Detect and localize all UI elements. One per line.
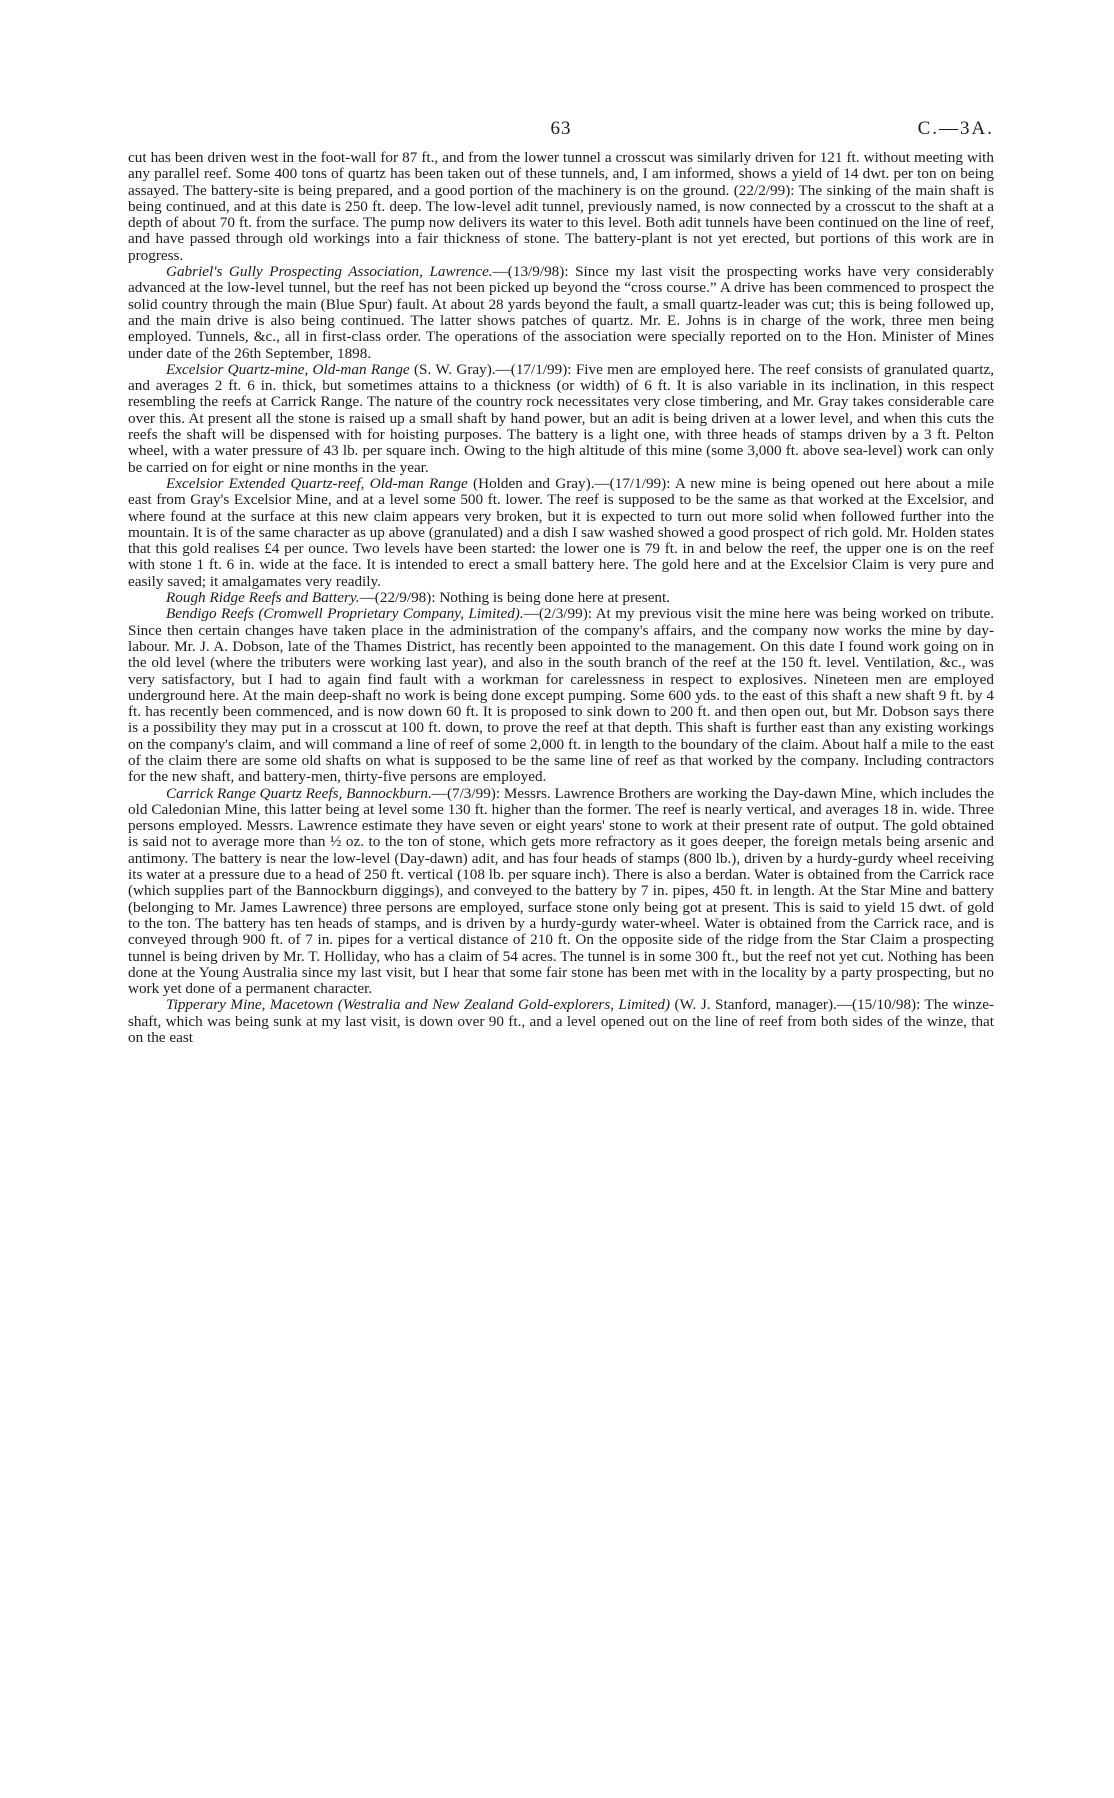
paragraph-rough-ridge <box>128 590 994 606</box>
paragraph-heading: Rough Ridge Reefs and Battery. <box>166 589 360 607</box>
page-number: 63 <box>550 118 572 139</box>
paragraph-text: —(22/9/98): Nothing is being done here at present. <box>359 589 671 607</box>
page-header <box>128 118 994 144</box>
paragraph-heading: Tipperary Mine, Macetown (Westralia and New Zealand Gold-explorers, Limited) <box>166 996 671 1014</box>
paragraph-continuation <box>128 150 994 264</box>
paragraph-heading: Carrick Range Quartz Reefs, Bannockburn. <box>166 784 432 802</box>
paragraph-tipperary-mine <box>128 997 994 1046</box>
paragraph-heading: Excelsior Extended Quartz-reef, Old-man Range <box>166 474 468 492</box>
paragraph-bendigo-reefs <box>128 606 994 785</box>
paragraph-heading: Gabriel's Gully Prospecting Association, Lawrence. <box>166 263 493 281</box>
paragraph-heading: Bendigo Reefs (Cromwell Proprietary Company, Limited). <box>166 605 524 623</box>
paragraph-text: (S. W. Gray).—(17/1/99): Five men are employed here. The reef consists of granulated quartz, and averages 2 ft. 6 in. thick, but sometimes attains to a thickness (or width) of 6 ft. It is also variable in its inclination, in this respect resembling the reefs at Carrick Range. The nature of the country rock necessitates very close timbering, and Mr. Gray takes considerable care over this. At present all the stone is raised up a small shaft by hand power, but an adit is being driven at a lower level, and when this cuts the reefs the shaft will be dispensed with for hoisting purposes. The battery is a light one, with three heads of stamps driven by a 3 ft. Pelton wheel, with a water pressure of 43 lb. per square inch. Owing to the high altitude of this mine (some 3,000 ft. above sea-level) work can only be carried on for eight or nine months in the year. <box>128 360 994 476</box>
paragraph-excelsior-quartz-mine <box>128 362 994 476</box>
paragraph-heading: Excelsior Quartz-mine, Old-man Range <box>166 360 410 378</box>
paragraph-text: (Holden and Gray).—(17/1/99): A new mine is being opened out here about a mile east from Gray's Excelsior Mine, and at a level some 500 ft. lower. The reef is supposed to be the same as that worked at the Excelsior, and where found at the surface at this new claim appears very broken, but it is expected to turn out more solid when followed further into the mountain. It is of the same character as up above (granulated) and a dish I saw washed showed a good prospect of rich gold. Mr. Holden states that this gold realises £4 per ounce. Two levels have been started: the lower one is 79 ft. in and below the reef, the upper one is on the reef with stone 1 ft. 6 in. wide at the face. It is intended to erect a small battery here. The gold here and at the Excelsior Claim is very pure and easily saved; it amalgamates very readily. <box>128 474 995 590</box>
paragraph-text: —(2/3/99): At my previous visit the mine here was being worked on tribute. Since then certain changes have taken place in the administration of the company's affairs, and the company now works the mine by day-labour. Mr. J. A. Dobson, late of the Thames District, has recently been appointed to the management. On this date I found work going on in the old level (where the tributers were working last year), and also in the south branch of the reef at the 150 ft. level. Ventilation, &c., was very satisfactory, but I had to again find fault with a workman for carelessness in respect to explosives. Nineteen men are employed underground here. At the main deep-shaft no work is being done except pumping. Some 600 yds. to the east of this shaft a new shaft 9 ft. by 4 ft. has recently been commenced, and is now down 60 ft. It is proposed to sink down to 200 ft. and then open out, but Mr. Dobson says there is a possibility they may put in a crosscut at 100 ft. down, to prove the reef at that depth. This shaft is further east than any existing workings on the company's claim, and will command a line of reef of some 2,000 ft. in length to the boundary of the claim. About half a mile to the east of the claim there are some old shafts on what is supposed to be the same line of reef as that worked by the company. Including contractors for the new shaft, and battery-men, thirty-five persons are employed. <box>128 605 994 786</box>
paragraph-excelsior-extended <box>128 476 994 590</box>
paragraph-text: —(13/9/98): Since my last visit the prospecting works have very considerably advanced at the low-level tunnel, but the reef has not been picked up beyond the “cross course.” A drive has been commenced to prospect the solid country through the main (Blue Spur) fault. At about 28 yards beyond the fault, a small quartz-leader was cut; this is being followed up, and the main drive is also being continued. The latter shows patches of quartz. Mr. E. Johns is in charge of the work, three men being employed. Tunnels, &c., all in first-class order. The operations of the association were specially reported on to the Hon. Minister of Mines under date of the 26th September, 1898. <box>128 263 994 362</box>
document-body <box>128 150 994 1046</box>
paragraph-text: cut has been driven west in the foot-wall for 87 ft., and from the lower tunnel a crosscut was similarly driven for 121 ft. without meeting with any parallel reef. Some 400 tons of quartz has been taken out of these tunnels, and, I am informed, shows a yield of 14 dwt. per ton on being assayed. The battery-site is being prepared, and a good portion of the machinery is on the ground. (22/2/99): The sinking of the main shaft is being continued, and at this date is 250 ft. deep. The low-level adit tunnel, previously named, is now connected by a crosscut to the shaft at a depth of about 70 ft. from the surface. The pump now delivers its water to this level. Both adit tunnels have been continued on the line of reef, and have passed through old workings into a fair thickness of stone. The battery-plant is not yet erected, but portions of this work are in progress. <box>128 149 994 264</box>
paragraph-gabriels-gully <box>128 264 994 362</box>
paragraph-carrick-range <box>128 786 994 998</box>
paragraph-text: —(7/3/99): Messrs. Lawrence Brothers are working the Day-dawn Mine, which includes the old Caledonian Mine, this latter being at level some 130 ft. higher than the former. The reef is nearly vertical, and averages 18 in. wide. Three persons employed. Messrs. Lawrence estimate they have seven or eight years' stone to work at their present rate of output. The gold obtained is said not to average more than ½ oz. to the ton of stone, which gets more refractory as it goes deeper, the foreign metals being arsenic and antimony. The battery is near the low-level (Day-dawn) adit, and has four heads of stamps (800 lb.), driven by a hurdy-gurdy wheel receiving its water at a pressure due to a head of 250 ft. vertical (108 lb. per square inch). There is also a berdan. Water is obtained from the Carrick race (which supplies part of the Bannockburn diggings), and conveyed to the battery by 7 in. pipes, 450 ft. in length. At the Star Mine and battery (belonging to Mr. James Lawrence) three persons are employed, surface stone only being got at present. This is said to yield 15 dwt. of gold to the ton. The battery has ten heads of stamps, and is driven by a hurdy-gurdy water-wheel. Water is obtained from the Carrick race, and is conveyed through 900 ft. of 7 in. pipes for a vertical distance of 210 ft. On the opposite side of the ridge from the Star Claim a prospecting tunnel is being driven by Mr. T. Holliday, who has a claim of 54 acres. The tunnel is in some 300 ft., but the reef not yet cut. Nothing has been done at the Young Australia since my last visit, but I hear that some fair stone has been met with in the locality by a party prospecting, but no work yet done of a permanent character. <box>128 784 994 998</box>
paragraph-text: (W. J. Stanford, manager).—(15/10/98): The winze-shaft, which was being sunk at my last visit, is down over 90 ft., and a level opened out on the line of reef from both sides of the winze, that on the east <box>128 996 994 1047</box>
document-code: C.—3A. <box>917 118 994 139</box>
